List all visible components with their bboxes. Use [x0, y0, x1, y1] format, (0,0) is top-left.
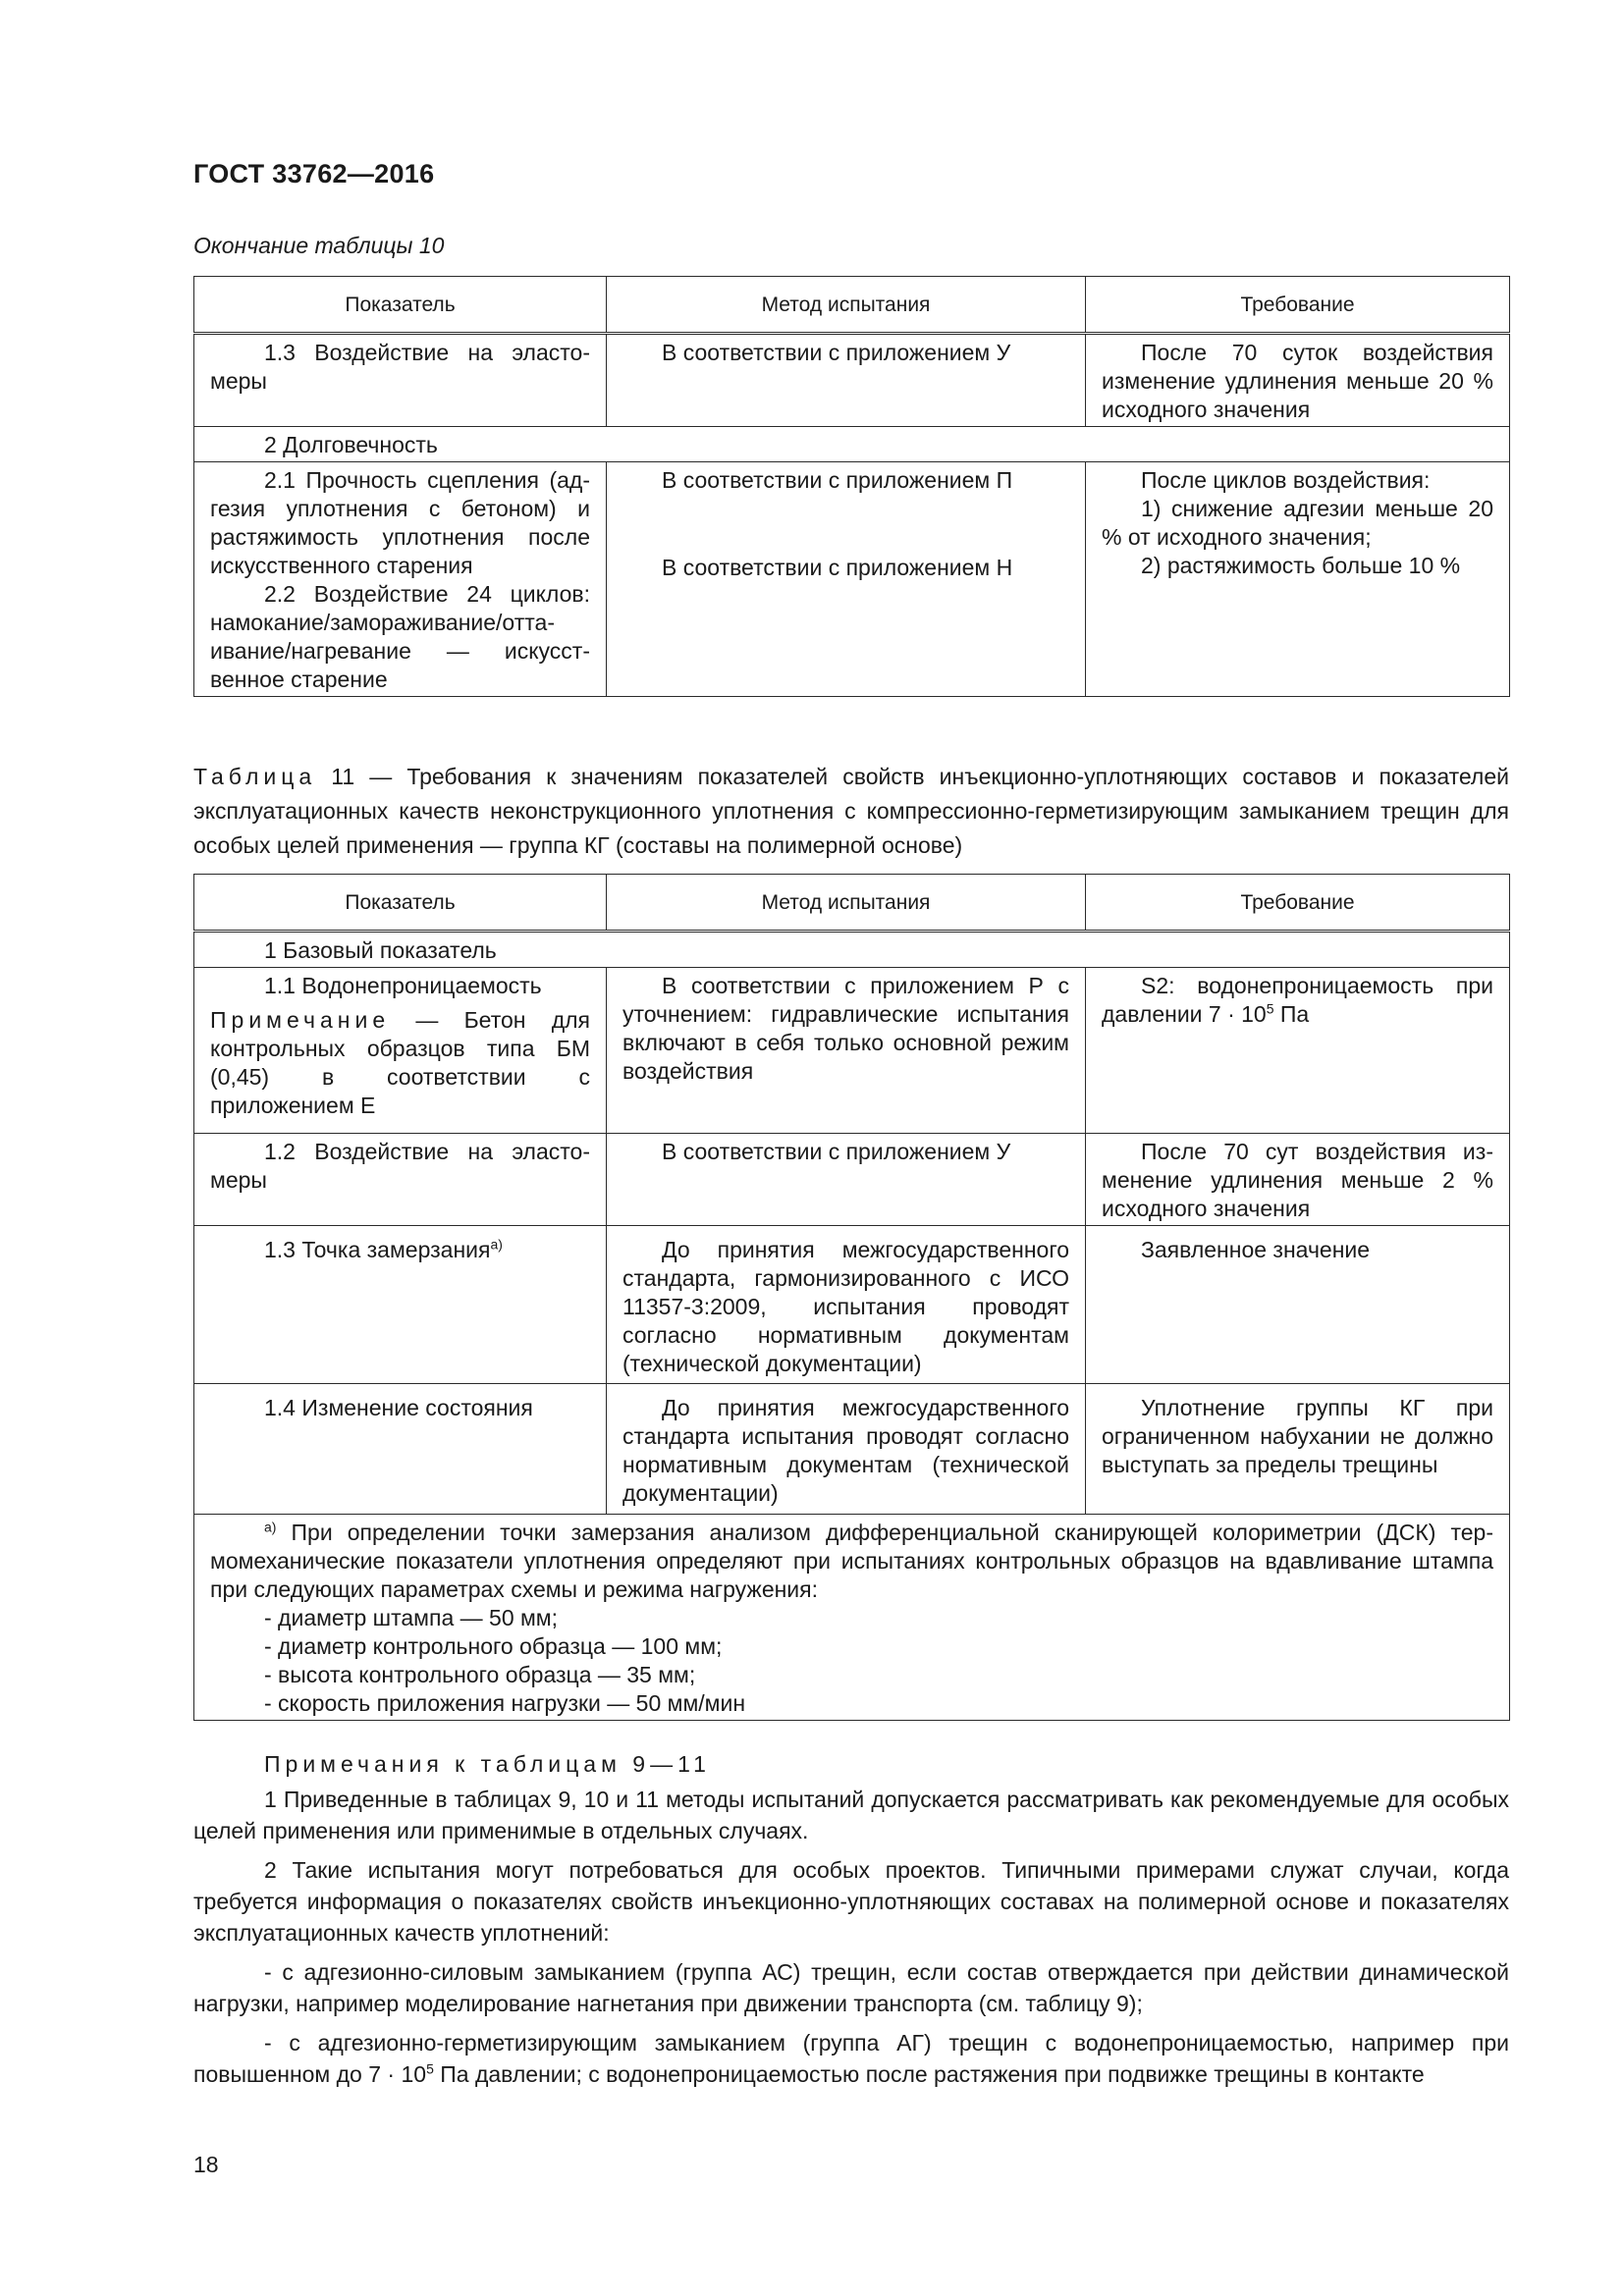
spacer	[622, 495, 1069, 524]
indicator-cell: 1.4 Изменение состояния	[194, 1384, 607, 1515]
table-10-continuation	[193, 276, 1510, 697]
table-title: 11 — Требования к значениям показателей свойств инъекционно-уплотняющих составов и показателей эксплуатационных качеств неконструкционного уплотнения с компрессионно-герметизирующим замыканием трещин для особых целей применения — группа КГ (составы на полимерной основе)	[193, 764, 1509, 858]
requirement-cell: После 70 сут воздействия изменение удлинения меньше 2 % исходного значения	[1086, 1134, 1510, 1226]
requirement-cell: Уплотнение группы КГ при ограниченном набухании не должно выступать за пределы трещины	[1086, 1384, 1510, 1515]
section-title: 1 Базовый показатель	[194, 932, 1510, 968]
table-label: Таблица	[193, 764, 317, 789]
footnote-item: - диаметр контрольного образца — 100 мм;	[264, 1633, 723, 1659]
table-11	[193, 874, 1510, 1721]
table-row	[194, 334, 1510, 427]
footnote-item: - скорость приложения нагрузки — 50 мм/мин	[264, 1690, 746, 1716]
note-dash-text-end: Па давлении; с водонепроницаемостью после растяжения при подвижке трещины в контакте	[433, 2061, 1425, 2087]
method-cell: В соответствии с приложением У	[607, 334, 1086, 427]
footnote-item: - диаметр штампа — 50 мм;	[264, 1605, 559, 1630]
table-10-continuation-caption: Окончание таблицы 10	[193, 233, 445, 258]
method-cell: До принятия межгосударственного стандарта, гармонизированного с ИСО 11357-3:2009, испытания проводят согласно нормативным документам (технической документации)	[607, 1226, 1086, 1384]
indicator-cell	[194, 1226, 607, 1384]
superscript: 5	[1266, 1000, 1274, 1017]
table-header-row	[194, 277, 1510, 334]
method-cell	[607, 462, 1086, 697]
requirement-cell: После 70 суток воздействия изменение удлинения меньше 20 % исходного значения	[1086, 334, 1510, 427]
column-header: Метод испытания	[607, 277, 1086, 334]
requirement-text: S2: водонепроницаемость при давлении 7 · 10	[1102, 973, 1493, 1027]
note-dash-item-2	[193, 2027, 1509, 2090]
method-cell: До принятия межгосударственного стандарта испытания проводят согласно нормативным документам (технической документации)	[607, 1384, 1086, 1515]
table-footnote	[194, 1515, 1510, 1721]
footnote-mark: а)	[264, 1519, 277, 1535]
requirement-item-1: 1) снижение адгезии меньше 20 % от исходного значения;	[1102, 496, 1493, 550]
requirement-intro: После циклов воздействия:	[1141, 467, 1431, 493]
requirement-cell	[1086, 462, 1510, 697]
page-number: 18	[193, 2152, 219, 2177]
indicator-cell: 1.3 Воздействие на эластомеры	[194, 334, 607, 427]
note-label: Примечание	[210, 1007, 391, 1033]
table-section-row	[194, 427, 1510, 462]
note-dash-text: - с адгезионно-герметизирующим замыканием (группа АГ) трещин с водонепроницаемостью, например при повышенном до 7 · 10	[193, 2030, 1509, 2087]
requirement-cell	[1086, 968, 1510, 1134]
indicator-cell	[194, 462, 607, 697]
column-header: Требование	[1086, 875, 1510, 932]
requirement-cell: Заявленное значение	[1086, 1226, 1510, 1384]
indicator-2-2: 2.2 Воздействие 24 циклов: намокание/замораживание/оттаивание/нагревание — искусственное старение	[210, 581, 590, 692]
indicator-1-1: 1.1 Водонепроницаемость	[264, 973, 542, 998]
note-paragraph-2: 2 Такие испытания могут потребоваться для особых проектов. Типичными примерами служат случаи, когда требуется информация о показателях свойств инъекционно-уплотняющих составах на полимерной основе и показателях эксплуатационных качеств уплотнений:	[193, 1857, 1509, 1946]
section-title: 2 Долговечность	[194, 427, 1510, 462]
notes-heading: Примечания к таблицам 9—11	[264, 1751, 711, 1777]
column-header: Метод испытания	[607, 875, 1086, 932]
table-row	[194, 1226, 1510, 1384]
method-cell: В соответствии с приложением У	[607, 1134, 1086, 1226]
method-2-2: В соответствии с приложением Н	[662, 555, 1013, 580]
table-row	[194, 1134, 1510, 1226]
footnote-item: - высота контрольного образца — 35 мм;	[264, 1662, 696, 1687]
requirement-item-2: 2) растяжимость больше 10 %	[1141, 553, 1461, 578]
document-header: ГОСТ 33762—2016	[193, 159, 435, 188]
footnote-mark: a)	[490, 1236, 503, 1253]
note-paragraph-1: 1 Приведенные в таблицах 9, 10 и 11 методы испытаний допускается рассматривать как рекомендуемые для особых целей применения или применимые в отдельных случаях.	[193, 1787, 1509, 1843]
requirement-unit: Па	[1273, 1001, 1310, 1027]
footnote-text: При определении точки замерзания анализом дифференциальной сканирующей колориметрии (ДСК) термомеханические показатели уплотнения определяют при испытаниях контрольных образцов на вдавливание штампа при следующих параметрах схемы и режима нагружения:	[210, 1520, 1493, 1602]
table-footnote-row	[194, 1515, 1510, 1721]
indicator-cell	[194, 968, 607, 1134]
column-header: Показатель	[194, 875, 607, 932]
indicator-note	[210, 1006, 590, 1120]
note-text: — Бетон для контрольных образцов типа БМ (0,45) в соответствии с приложением Е	[210, 1007, 590, 1118]
table-row	[194, 462, 1510, 697]
table-section-row	[194, 932, 1510, 968]
superscript: 5	[426, 2060, 434, 2077]
notes-block	[193, 1748, 1509, 2098]
spacer	[622, 524, 1069, 554]
indicator-2-1: 2.1 Прочность сцепления (адгезия уплотнения с бетоном) и растяжимость уплотнения после искусственного старения	[210, 467, 590, 578]
column-header: Требование	[1086, 277, 1510, 334]
column-header: Показатель	[194, 277, 607, 334]
table-row	[194, 1384, 1510, 1515]
table-row	[194, 968, 1510, 1134]
table-11-caption	[193, 760, 1509, 863]
indicator-text: 1.3 Точка замерзания	[264, 1237, 491, 1262]
method-cell: В соответствии с приложением Р с уточнением: гидравлические испытания включают в себя только основной режим воздействия	[607, 968, 1086, 1134]
indicator-cell: 1.2 Воздействие на эластомеры	[194, 1134, 607, 1226]
footnote-paragraph	[210, 1519, 1493, 1604]
note-dash-item-1: - с адгезионно-силовым замыканием (группа АС) трещин, если состав отверждается при действии динамической нагрузки, например моделирование нагнетания при движении транспорта (см. таблицу 9);	[193, 1959, 1509, 2016]
table-header-row	[194, 875, 1510, 932]
method-2-1: В соответствии с приложением П	[662, 467, 1013, 493]
